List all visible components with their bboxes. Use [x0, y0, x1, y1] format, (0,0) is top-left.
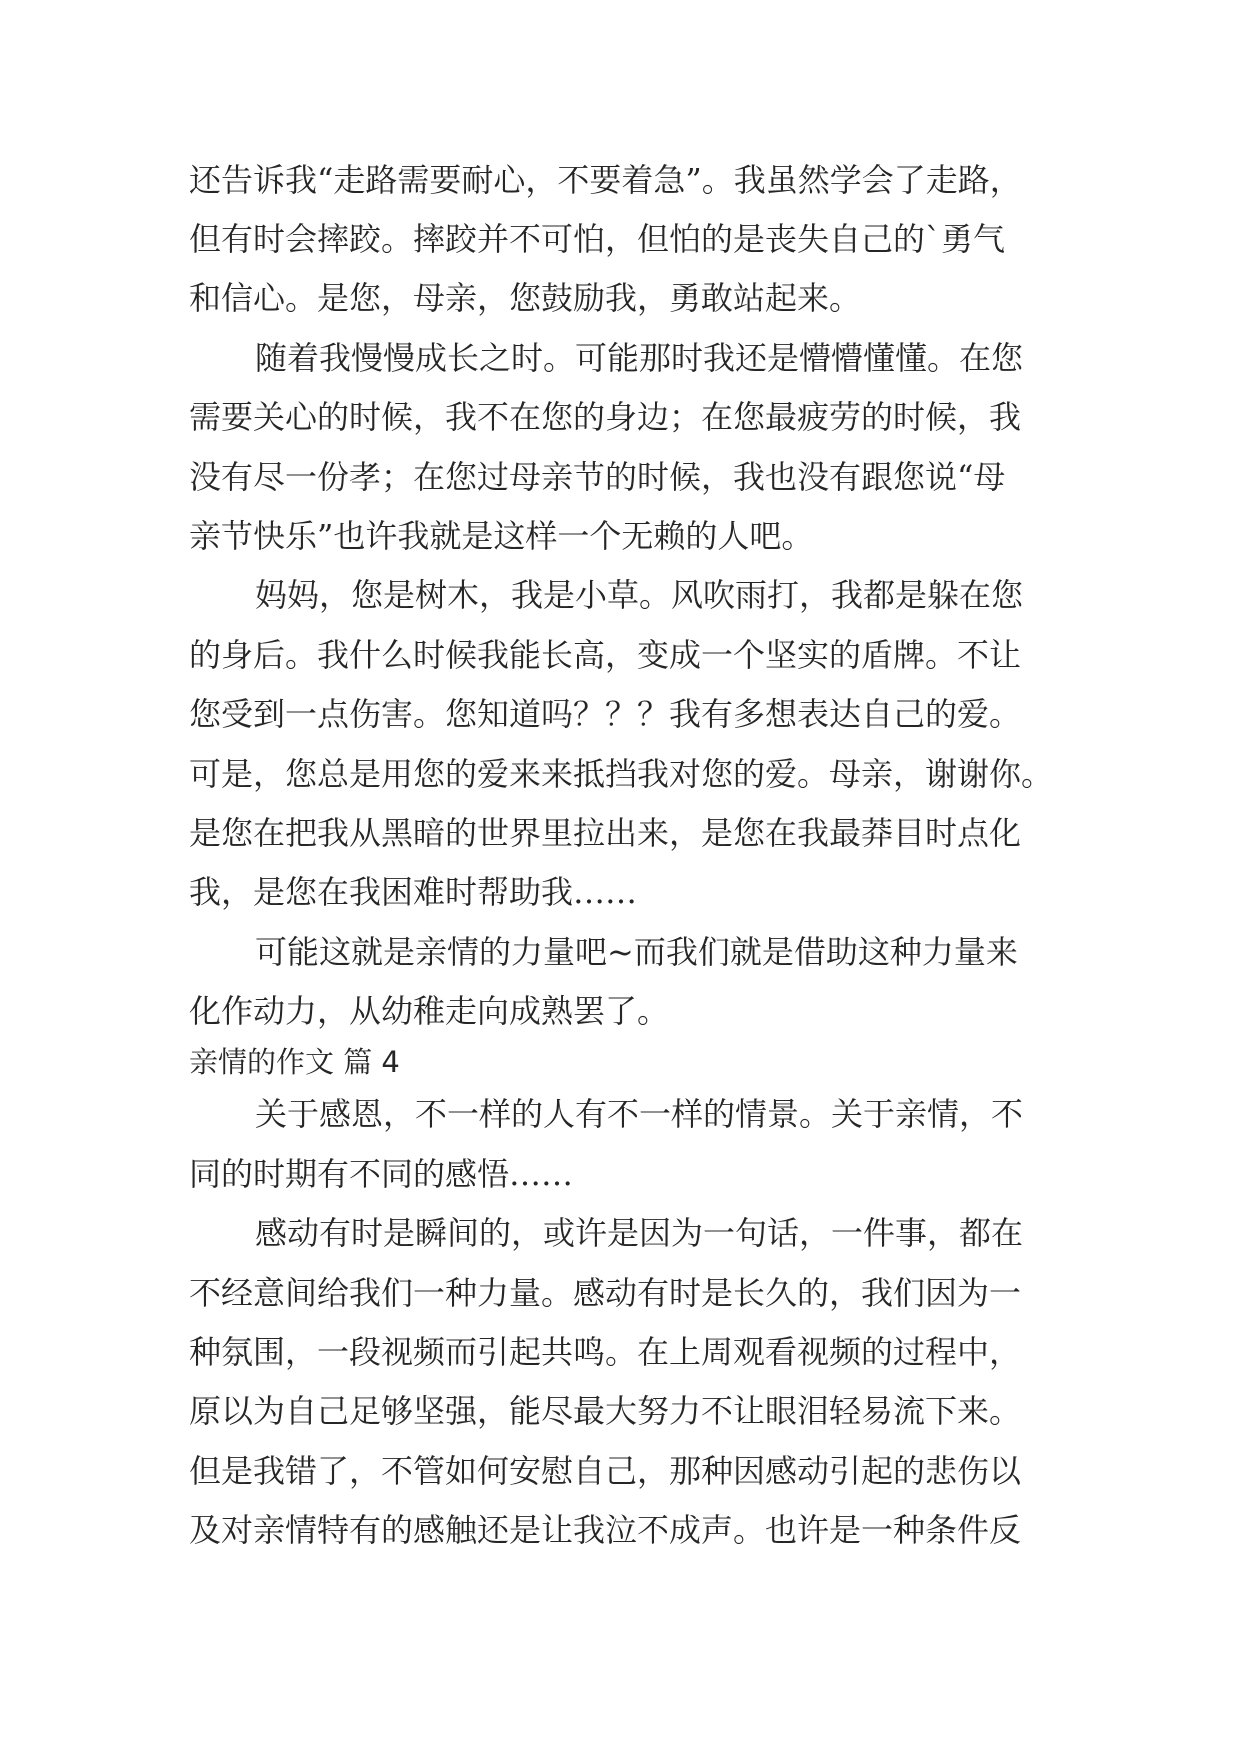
- paragraph-start-line: 妈妈，您是树木，我是小草。风吹雨打，我都是躲在您: [255, 576, 1024, 614]
- text-line: 我，是您在我困难时帮助我……: [189, 873, 638, 911]
- paragraph-start-line: 可能这就是亲情的力量吧~而我们就是借助这种力量来: [255, 933, 1018, 971]
- section-heading: 亲情的作文 篇 4: [189, 1045, 400, 1079]
- text-line: 不经意间给我们一种力量。感动有时是长久的，我们因为一: [189, 1274, 1022, 1312]
- text-line: 没有尽一份孝；在您过母亲节的时候，我也没有跟您说“母: [189, 458, 1006, 496]
- paragraph-start-line: 关于感恩，不一样的人有不一样的情景。关于亲情，不: [255, 1095, 1024, 1133]
- text-line: 但有时会摔跤。摔跤并不可怕，但怕的是丧失自己的`勇气: [189, 220, 1006, 258]
- text-line: 和信心。是您，母亲，您鼓励我，勇敢站起来。: [189, 279, 862, 317]
- text-line: 亲节快乐”也许我就是这样一个无赖的人吧。: [189, 517, 814, 555]
- text-line: 您受到一点伤害。您知道吗？？？我有多想表达自己的爱。: [189, 695, 1022, 733]
- paragraph-start-line: 感动有时是瞬间的，或许是因为一句话，一件事，都在: [255, 1214, 1024, 1252]
- text-line: 化作动力，从幼稚走向成熟罢了。: [189, 992, 670, 1030]
- text-line: 原以为自己足够坚强，能尽最大努力不让眼泪轻易流下来。: [189, 1392, 1022, 1430]
- text-line: 是您在把我从黑暗的世界里拉出来，是您在我最莽目时点化: [189, 814, 1022, 852]
- text-line: 同的时期有不同的感悟……: [189, 1155, 574, 1193]
- text-line: 可是，您总是用您的爱来来抵挡我对您的爱。母亲，谢谢你。: [189, 755, 1054, 793]
- text-line: 及对亲情特有的感触还是让我泣不成声。也许是一种条件反: [189, 1511, 1022, 1549]
- text-line: 需要关心的时候，我不在您的身边；在您最疲劳的时候，我: [189, 398, 1022, 436]
- text-line: 种氛围，一段视频而引起共鸣。在上周观看视频的过程中，: [189, 1333, 1022, 1371]
- text-line: 的身后。我什么时候我能长高，变成一个坚实的盾牌。不让: [189, 636, 1022, 674]
- text-line: 但是我错了，不管如何安慰自己，那种因感动引起的悲伤以: [189, 1452, 1022, 1490]
- text-line: 还告诉我“走路需要耐心，不要着急”。我虽然学会了走路，: [189, 161, 1022, 199]
- paragraph-start-line: 随着我慢慢成长之时。可能那时我还是懵懵懂懂。在您: [255, 339, 1024, 377]
